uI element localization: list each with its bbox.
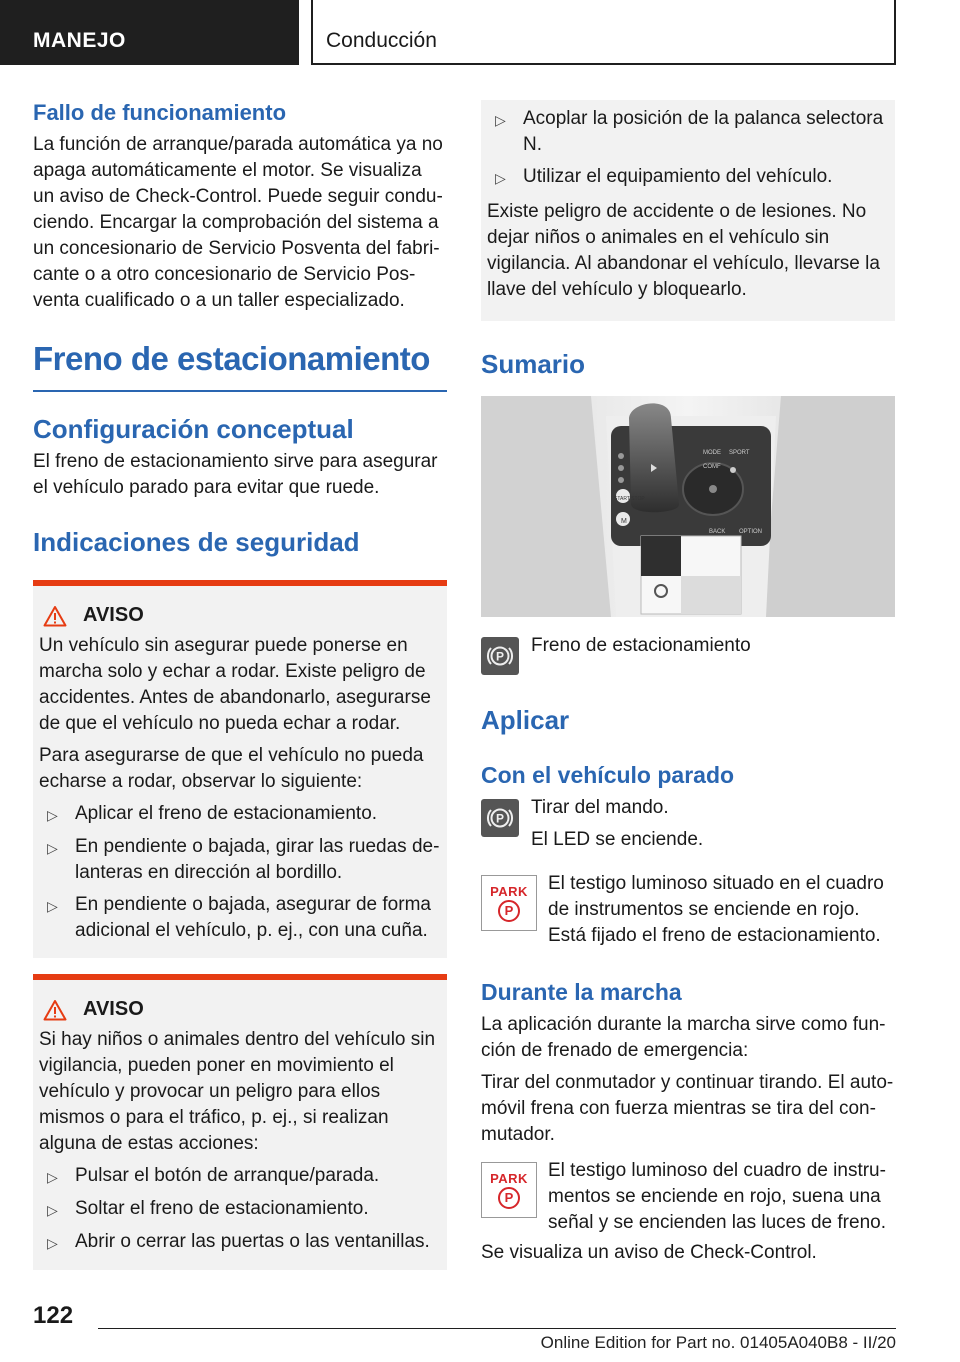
option-label: OPTION [739,529,763,535]
list-item: ▷ Soltar el freno de estacionamiento. [39,1196,441,1223]
warning2-text1: Si hay niños o animales dentro del vehículo sin vigilancia, pueden poner en movimiento el vehículo y provocar un peligro para ellos mismos o para el tráfico, p. ej., si realizan alguna de estas acciones: [39,1029,436,1154]
start-stop-label: START STOP [614,496,645,502]
right-column [481,100,895,1266]
warning-label-1: AVISO [83,604,144,626]
safety-heading: Indicaciones de seguridad [33,527,360,557]
warning-title-2 [39,998,441,1021]
section-label: MANEJO [33,29,126,52]
driving-park-block [481,1158,895,1236]
bullet-arrow-icon: ▷ [47,840,58,856]
driving-heading: Durante la marcha [481,979,682,1005]
list-item: ▷ En pendiente o bajada, girar las ruedas delanteras en dirección al bordillo. [39,834,441,886]
left-column [33,100,447,1270]
m-label: M [621,518,627,525]
warning1-text2: Para asegurarse de que el vehículo no pueda echarse a rodar, observar lo siguiente: [39,745,424,792]
list-item: ▷ Utilizar el equipamiento del vehículo. [487,164,889,191]
mode-label: MODE [703,450,721,456]
edition-text: Online Edition for Part no. 01405A040B8 - II/20 [540,1333,896,1352]
warning-triangle-icon [43,999,67,1021]
list-item: ▷ Acoplar la posición de la palanca selectora N. [487,106,889,158]
concept-heading: Configuración conceptual [33,414,354,444]
park-text: PARK [490,1170,528,1186]
bullet-arrow-icon: ▷ [495,112,506,128]
comf-label: COMF [703,464,721,470]
concept-text: El freno de estacionamiento sirve para asegurar el vehículo parado para evitar que ruede. [33,451,438,498]
warning-box-2 [33,974,447,1270]
parking-brake-legend [481,637,895,675]
list-item: ▷ Aplicar el freno de estacionamiento. [39,801,441,828]
sport-label: SPORT [729,450,750,456]
park-warning-icon [481,1162,537,1218]
summary-heading: Sumario [481,349,586,379]
fault-heading: Fallo de funcionamiento [33,100,287,125]
driving-text-2: Tirar del conmutador y continuar tirando. El automóvil frena con fuerza mientras se tira del conmutador. [481,1072,894,1145]
list-item: ▷ Abrir o cerrar las puertas o las ventanillas. [39,1229,441,1256]
stopped-line-2: El LED se enciende. [531,829,704,850]
stopped-heading: Con el vehículo parado [481,762,735,788]
park-circle: P [498,1187,520,1209]
parking-symbol-text: P [495,649,505,664]
warning-continuation [481,100,895,321]
stopped-text [531,795,703,853]
bullet-arrow-icon: ▷ [47,807,58,823]
console-photo [481,396,895,617]
park-text: PARK [490,883,528,899]
fault-text: La función de arranque/parada automática ya no apaga automáticamente el motor. Se visualiza un aviso de Check-Control. Puede seguir conduciendo. Encargar la comprobación del sistema a un concesionario de Servicio Posventa del fabricante o a otro concesionario de Servicio Posventa cualificado o a un taller especializado. [33,134,443,311]
bullet-arrow-icon: ▷ [47,1202,58,1218]
main-heading-block [33,340,447,392]
icon-caption: Freno de estacionamiento [531,635,751,656]
footer-rule [98,1328,896,1329]
parking-brake-icon [481,799,519,837]
section-tab [0,0,299,65]
apply-heading: Aplicar [481,705,570,735]
park-circle: P [498,900,520,922]
driving-park-text: El testigo luminoso del cuadro de instrumentos se enciende en rojo, suena una señal y se encienden las luces de freno. [548,1160,886,1233]
bullet-arrow-icon: ▷ [47,1235,58,1251]
warning-title-1 [39,604,441,627]
park-warning-icon [481,875,537,931]
warning-triangle-icon [43,605,67,627]
heading-rule [33,390,447,392]
stopped-line-1: Tirar del mando. [531,797,669,818]
center-console-illustration [481,396,895,617]
warning1-text1: Un vehículo sin asegurar puede ponerse en marcha solo y echar a rodar. Existe peligro de accidentes. Antes de abandonarlo, asegurarse de que el vehículo no pueda echar a rodar. [39,635,431,734]
stopped-park-text: El testigo luminoso situado en el cuadro de instrumentos se enciende en rojo. Está fijado el freno de estacionamiento. [548,873,884,946]
list-item: ▷ Pulsar el botón de arranque/parada. [39,1163,441,1190]
chapter-label: Conducción [326,29,437,52]
parking-brake-icon [481,637,519,675]
main-heading: Freno de estacionamiento [33,340,430,377]
parking-symbol-text: P [495,811,505,826]
stopped-block [481,795,895,853]
back-label: BACK [709,529,726,535]
page-number: 122 [33,1302,74,1329]
bullet-arrow-icon: ▷ [47,1169,58,1185]
bullet-arrow-icon: ▷ [47,898,58,914]
driving-text-3: Se visualiza un aviso de Check-Control. [481,1242,817,1263]
driving-text-1: La aplicación durante la marcha sirve como función de frenado de emergencia: [481,1014,886,1061]
warning-box-1 [33,580,447,958]
list-item: ▷ En pendiente o bajada, asegurar de forma adicional el vehículo, p. ej., con una cuña. [39,892,441,944]
bullet-arrow-icon: ▷ [495,170,506,186]
continuation-text: Existe peligro de accidente o de lesiones. No dejar niños o animales en el vehículo sin vigilancia. Al abandonar el vehículo, llevarse la llave del vehículo y bloquearlo. [487,201,880,300]
chapter-tab [311,0,896,65]
warning-label-2: AVISO [83,998,144,1020]
stopped-park-block [481,871,895,949]
